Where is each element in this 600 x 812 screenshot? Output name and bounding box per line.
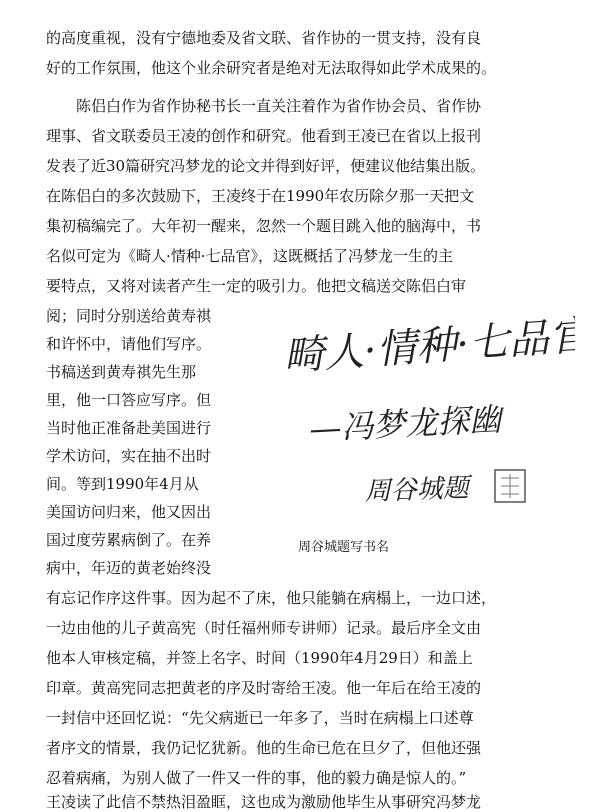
text-line: 者序文的情景，我仍记忆犹新。他的生命已危在旦夕了，但他还强 [46, 739, 482, 757]
text-line: 学术访问，实在抽不出时 [46, 447, 212, 465]
text-line: 在陈侣白的多次鼓励下，王凌终于在1990年农历除夕那一天把文 [46, 187, 475, 205]
text-line: 书稿送到黄寿祺先生那 [46, 363, 197, 381]
text-line: 一边由他的儿子黄高宪（时任福州师专讲师）记录。最后序全文由 [46, 619, 482, 637]
calligraphy-svg [275, 300, 575, 530]
figure-caption: 周谷城题写书名 [298, 540, 390, 555]
text-line: 好的工作氛围，他这个业余研究者是绝对无法取得如此学术成果的。 [46, 59, 497, 77]
text-line: 的高度重视，没有宁德地委及省文联、省作协的一贯支持，没有良 [46, 29, 482, 47]
svg-text:周谷城题: 周谷城题 [364, 473, 470, 507]
text-line: 当时他正准备赴美国进行 [46, 419, 212, 437]
text-line: 一封信中还回忆说：“先父病逝已一年多了，当时在病榻上口述尊 [46, 709, 474, 727]
svg-text:畸人·情种·七品官: 畸人·情种·七品官 [282, 312, 575, 380]
text-line: 美国访问归来，他又因出 [46, 503, 212, 521]
text-line: 理事、省文联委员王凌的创作和研究。他看到王凌已在省以上报刊 [46, 127, 482, 145]
text-line: 陈侣白作为省作协秘书长一直关注着作为省作协会员、省作协 [46, 97, 482, 115]
text-line: 有忘记作序这件事。因为起不了床，他只能躺在病榻上，一边口述， [46, 589, 497, 607]
text-line: 印章。黄高宪同志把黄老的序及时寄给王凌。他一年后在给王凌的 [46, 679, 482, 697]
text-line: 里，他一口答应写序。但 [46, 391, 212, 409]
svg-text:—冯梦龙探幽: —冯梦龙探幽 [308, 399, 503, 448]
text-line: 间。等到1990年4月从 [46, 475, 199, 493]
text-line: 忍着病痛，为别人做了一件又一件的事，他的毅力确是惊人的。” [46, 769, 467, 787]
text-line: 集初稿编完了。大年初一醒来，忽然一个题目跳入他的脑海中，书 [46, 217, 482, 235]
text-line: 名似可定为《畸人·情种·七品官》，这既概括了冯梦龙一生的主 [46, 247, 454, 265]
text-line: 阅；同时分别送给黄寿祺 [46, 307, 212, 325]
text-line: 和许怀中，请他们写序。 [46, 335, 212, 353]
text-line: 国过度劳累病倒了。在养 [46, 531, 212, 549]
text-line: 发表了近30篇研究冯梦龙的论文并得到好评，便建议他结集出版。 [46, 157, 486, 175]
calligraphy-title-image [275, 300, 575, 530]
text-line: 王凌读了此信不禁热泪盈眶，这也成为激励他毕生从事研究冯梦龙 [46, 793, 482, 811]
text-line: 他本人审核定稿，并签上名字、时间（1990年4月29日）和盖上 [46, 649, 473, 667]
text-line: 病中，年迈的黄老始终没 [46, 559, 212, 577]
text-line: 要特点，又将对读者产生一定的吸引力。他把文稿送交陈侣白审 [46, 277, 467, 295]
